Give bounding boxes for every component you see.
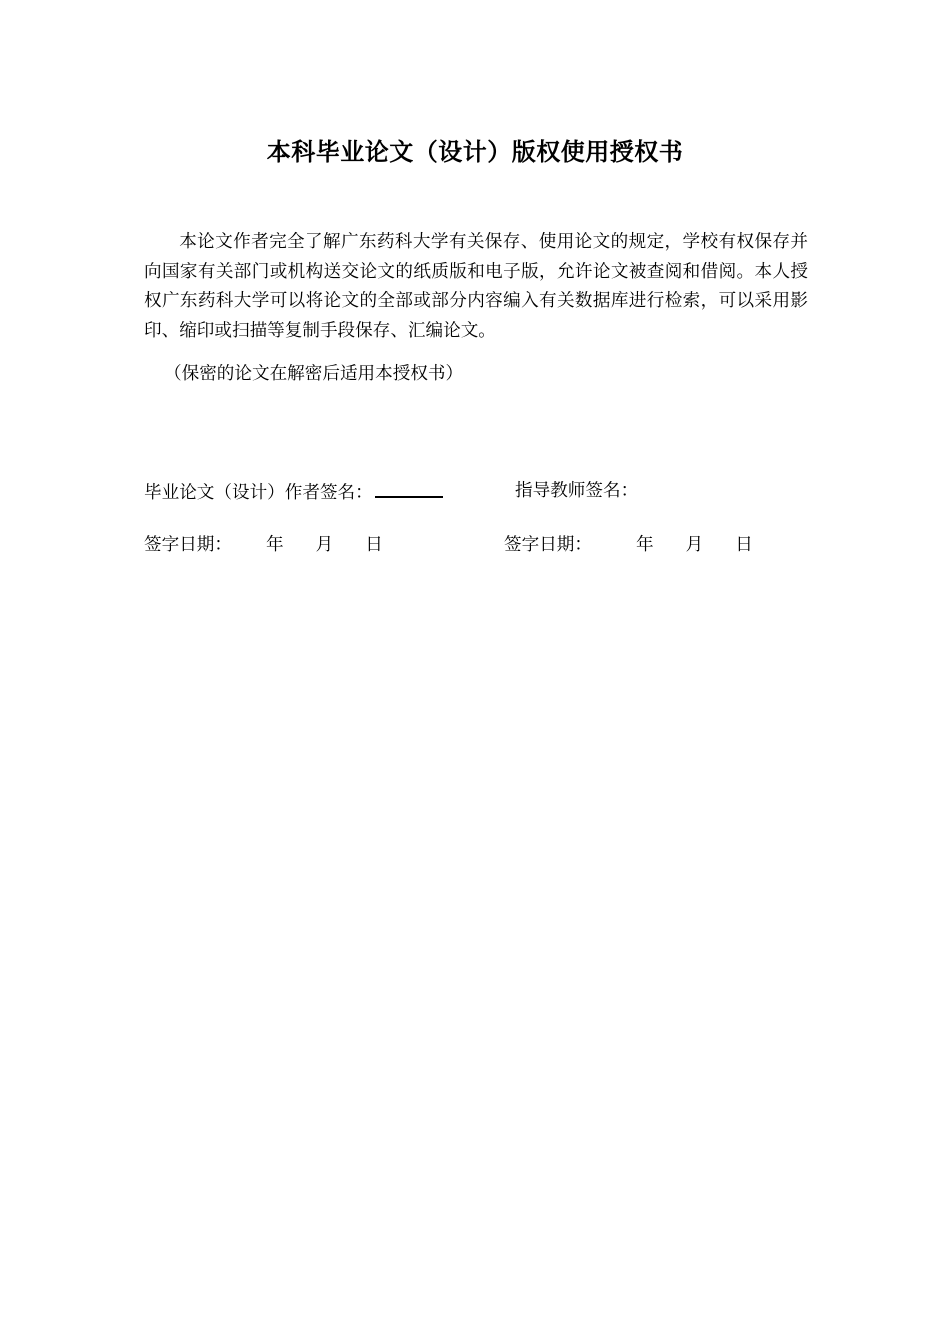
advisor-date-month: 月	[685, 535, 704, 555]
author-signature-label: 毕业论文（设计）作者签名：	[144, 483, 373, 503]
author-date-field	[144, 530, 383, 560]
author-date-label: 签字日期：	[144, 535, 232, 555]
authorization-paragraph: 本论文作者完全了解广东药科大学有关保存、使用论文的规定，学校有权保存并向国家有关部门或机构送交论文的纸质版和电子版，允许论文被查阅和借阅。本人授权广东药科大学可以将论文的全部或部分内容编入有关数据库进行检索，可以采用影印、缩印或扫描等复制手段保存、汇编论文。	[144, 232, 808, 341]
advisor-signature-field	[515, 476, 638, 506]
document-title: 本科毕业论文（设计）版权使用授权书	[266, 138, 684, 166]
author-date-month: 月	[315, 535, 334, 555]
advisor-date-field	[504, 530, 753, 560]
confidential-note-text: （保密的论文在解密后适用本授权书）	[164, 364, 464, 384]
advisor-date-year: 年	[635, 535, 654, 555]
advisor-date-label: 签字日期：	[504, 535, 592, 555]
author-date-day: 日	[365, 535, 383, 555]
advisor-signature-label: 指导教师签名：	[515, 481, 639, 501]
author-signature-line[interactable]	[375, 476, 443, 498]
advisor-date-day: 日	[735, 535, 753, 555]
author-signature-field	[144, 476, 443, 506]
author-date-year: 年	[265, 535, 284, 555]
